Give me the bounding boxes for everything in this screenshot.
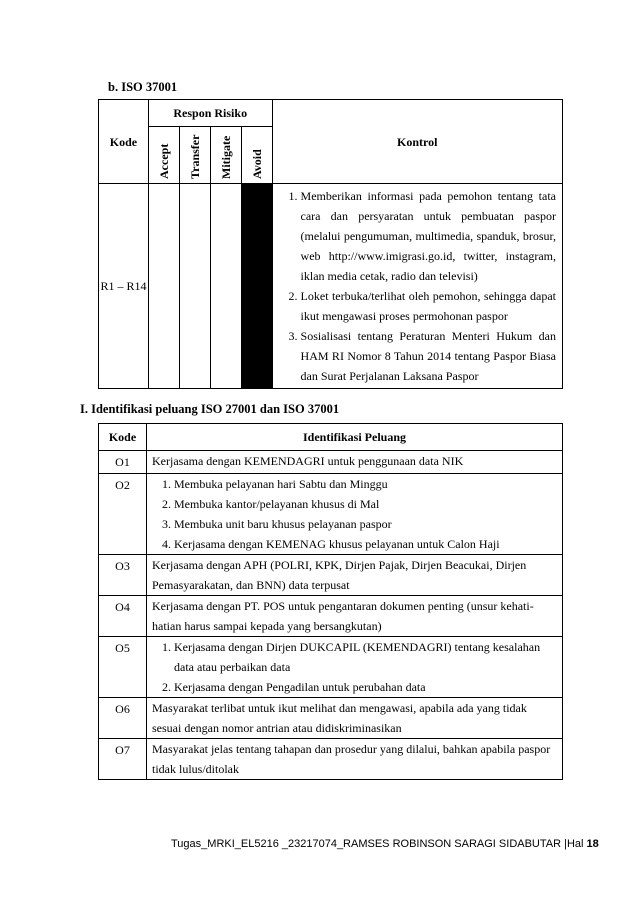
risk-response-table — [98, 99, 563, 389]
page-number: 18 — [586, 838, 599, 850]
risk-code-cell: R1 – R14 — [99, 184, 149, 389]
list-item: 2. Membuka kantor/pelayanan khusus di Mal — [174, 494, 557, 514]
section-b-heading: b. ISO 37001 — [108, 80, 178, 94]
respon-risiko-header: Respon Risiko — [148, 100, 272, 127]
kontrol-item: 3. Sosialisasi tentang Peraturan Menteri Hukum dan HAM RI Nomor 8 Tahun 2014 tentang Paspor Biasa dan Surat Perjalanan Laksana Paspor — [301, 326, 556, 386]
opportunity-list — [152, 637, 557, 697]
kontrol-list — [273, 186, 562, 386]
row-text: Kerjasama dengan KEMENDAGRI untuk penggunaan data NIK — [147, 451, 563, 474]
transfer-cell — [179, 184, 210, 389]
row-text: Kerjasama dengan PT. POS untuk pengantaran dokumen penting (unsur kehati-hatian harus sampai kepada yang bersangkutan) — [147, 596, 563, 637]
table-row — [99, 555, 563, 596]
row-code: O1 — [99, 451, 147, 474]
page-footer — [171, 838, 599, 850]
row-code: O3 — [99, 555, 147, 596]
kontrol-item: 2. Loket terbuka/terlihat oleh pemohon, sehingga dapat ikut mengawasi proses permohonan paspor — [301, 286, 556, 326]
row-code: O5 — [99, 637, 147, 698]
identifikasi-header: Identifikasi Peluang — [147, 424, 563, 451]
row-list-cell — [147, 474, 563, 555]
row-code: O4 — [99, 596, 147, 637]
transfer-header: Transfer — [179, 127, 210, 184]
opportunity-table — [98, 423, 563, 780]
kontrol-item: 1. Memberikan informasi pada pemohon tentang tata cara dan persyaratan untuk pembuatan paspor (melalui pengumuman, multimedia, spanduk, brosur, web http://www.imigrasi.go.id, twitter, instagram, iklan media cetak, radio dan televisi) — [301, 186, 556, 286]
kontrol-header: Kontrol — [272, 100, 562, 184]
list-item: 1. Membuka pelayanan hari Sabtu dan Minggu — [174, 474, 557, 494]
kontrol-cell — [272, 184, 562, 389]
list-item: 4. Kerjasama dengan KEMENAG khusus pelayanan untuk Calon Haji — [174, 534, 557, 554]
row-code: O7 — [99, 739, 147, 780]
list-item: 3. Membuka unit baru khusus pelayanan paspor — [174, 514, 557, 534]
mitigate-header: Mitigate — [210, 127, 241, 184]
row-code: O6 — [99, 698, 147, 739]
list-item: 2. Kerjasama dengan Pengadilan untuk perubahan data — [174, 677, 557, 697]
avoid-cell-filled — [241, 184, 272, 389]
mitigate-cell — [210, 184, 241, 389]
kode-header: Kode — [99, 424, 147, 451]
table-row — [99, 698, 563, 739]
kode-header: Kode — [99, 100, 149, 184]
row-text: Masyarakat jelas tentang tahapan dan prosedur yang dilalui, bahkan apabila paspor tidak lulus/ditolak — [147, 739, 563, 780]
row-text: Masyarakat terlibat untuk ikut melihat dan mengawasi, apabila ada yang tidak sesuai dengan nomor antrian atau didiskriminasikan — [147, 698, 563, 739]
row-list-cell — [147, 637, 563, 698]
table-row — [99, 474, 563, 555]
row-text: Kerjasama dengan APH (POLRI, KPK, Dirjen Pajak, Dirjen Beacukai, Dirjen Pemasyarakatan, dan BNN) data terpusat — [147, 555, 563, 596]
table-row — [99, 637, 563, 698]
footer-text: Tugas_MRKI_EL5216 _23217074_RAMSES ROBINSON SARAGI SIDABUTAR |Hal — [171, 838, 587, 850]
table-row — [99, 451, 563, 474]
list-item: 1. Kerjasama dengan Dirjen DUKCAPIL (KEMENDAGRI) tentang kesalahan data atau perbaikan data — [174, 637, 557, 677]
section-i-heading: I. Identifikasi peluang ISO 27001 dan ISO 37001 — [80, 402, 340, 416]
avoid-header: Avoid — [241, 127, 272, 184]
accept-cell — [148, 184, 179, 389]
table-row — [99, 739, 563, 780]
table-row — [99, 596, 563, 637]
opportunity-list — [152, 474, 557, 554]
row-code: O2 — [99, 474, 147, 555]
accept-header: Accept — [148, 127, 179, 184]
